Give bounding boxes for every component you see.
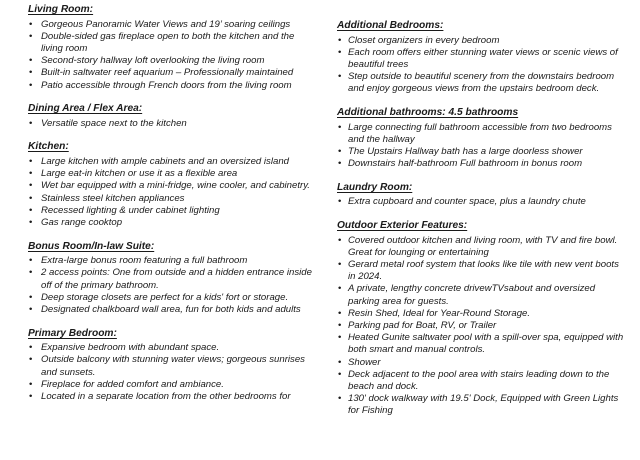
section-additional-bedrooms bbox=[337, 20, 627, 96]
right-column bbox=[337, 20, 627, 429]
section-heading: Kitchen: bbox=[28, 141, 69, 153]
section-outdoor-exterior bbox=[337, 220, 627, 418]
list-item: • Closet organizers in every bedroom bbox=[337, 35, 627, 47]
list-item: • Heated Gunite saltwater pool with a spill-over spa, equipped with both smart and manual controls. bbox=[337, 332, 627, 356]
list-item: • Recessed lighting & under cabinet lighting bbox=[28, 205, 313, 217]
list-item: • Wet bar equipped with a mini-fridge, wine cooler, and cabinetry. bbox=[28, 180, 313, 192]
bullet-list bbox=[28, 118, 313, 130]
section-heading: Bonus Room/In-law Suite: bbox=[28, 240, 155, 252]
section-heading: Outdoor Exterior Features: bbox=[337, 220, 468, 232]
section-additional-bathrooms bbox=[337, 107, 627, 170]
section-laundry-room bbox=[337, 182, 627, 209]
bullet-list bbox=[337, 196, 627, 208]
list-item: • Step outside to beautiful scenery from the downstairs bedroom and enjoy gorgeous views from the upstairs bedroom deck. bbox=[337, 71, 627, 95]
list-item: • Expansive bedroom with abundant space. bbox=[28, 342, 313, 354]
list-item: • 130' dock walkway with 19.5' Dock, Equipped with Green Lights for Fishing bbox=[337, 393, 627, 417]
list-item: • Gorgeous Panoramic Water Views and 19’ soaring ceilings bbox=[28, 19, 313, 31]
list-item: • Designated chalkboard wall area, fun for both kids and adults bbox=[28, 304, 313, 316]
bullet-list bbox=[28, 342, 313, 403]
list-item: • Built-in saltwater reef aquarium – Professionally maintained bbox=[28, 67, 313, 79]
list-item: • Downstairs half-bathroom Full bathroom in bonus room bbox=[337, 158, 627, 170]
list-item: • Large eat-in kitchen or use it as a flexible area bbox=[28, 168, 313, 180]
section-heading: Living Room: bbox=[28, 4, 94, 15]
list-item: • Outside balcony with stunning water views; gorgeous sunrises and sunsets. bbox=[28, 354, 313, 378]
section-heading: Additional bathrooms: 4.5 bathrooms bbox=[337, 107, 519, 119]
bullet-list bbox=[28, 156, 313, 229]
list-item: • Large connecting full bathroom accessible from two bedrooms and the hallway bbox=[337, 122, 627, 146]
bullet-list bbox=[28, 255, 313, 316]
list-item: • Each room offers either stunning water views or scenic views of beautiful trees bbox=[337, 47, 627, 71]
list-item: • Gerard metal roof system that looks like tile with new vent boots in 2024. bbox=[337, 259, 627, 283]
list-item: • Fireplace for added comfort and ambiance. bbox=[28, 379, 313, 391]
section-bonus-room bbox=[28, 241, 313, 317]
list-item: • Double-sided gas fireplace open to both the kitchen and the living room bbox=[28, 31, 313, 55]
list-item: • Patio accessible through French doors from the living room bbox=[28, 80, 313, 92]
section-dining-area bbox=[28, 103, 313, 130]
left-column bbox=[28, 4, 313, 415]
section-heading: Dining Area / Flex Area: bbox=[28, 103, 143, 115]
list-item: • Located in a separate location from the other bedrooms for bbox=[28, 391, 313, 403]
list-item: • Shower bbox=[337, 357, 627, 369]
bullet-list bbox=[337, 35, 627, 96]
section-kitchen bbox=[28, 141, 313, 229]
list-item: • Covered outdoor kitchen and living room, with TV and fire bowl. Great for lounging or entertaining bbox=[337, 235, 627, 259]
bullet-list bbox=[337, 235, 627, 418]
section-heading: Additional Bedrooms: bbox=[337, 20, 444, 31]
list-item: • Large kitchen with ample cabinets and an oversized island bbox=[28, 156, 313, 168]
bullet-list bbox=[337, 122, 627, 171]
list-item: • A private, lengthy concrete drivewTVsabout and oversized parking area for guests. bbox=[337, 283, 627, 307]
section-heading: Laundry Room: bbox=[337, 181, 413, 193]
list-item: • Second-story hallway loft overlooking the living room bbox=[28, 55, 313, 67]
list-item: • Extra cupboard and counter space, plus a laundry chute bbox=[337, 196, 627, 208]
list-item: • Versatile space next to the kitchen bbox=[28, 118, 313, 130]
section-primary-bedroom bbox=[28, 328, 313, 404]
list-item: • Resin Shed, Ideal for Year-Round Storage. bbox=[337, 308, 627, 320]
list-item: • Gas range cooktop bbox=[28, 217, 313, 229]
section-heading: Primary Bedroom: bbox=[28, 327, 117, 339]
list-item: • Extra-large bonus room featuring a full bathroom bbox=[28, 255, 313, 267]
list-item: • The Upstairs Hallway bath has a large doorless shower bbox=[337, 146, 627, 158]
bullet-list bbox=[28, 19, 313, 92]
section-living-room bbox=[28, 4, 313, 92]
list-item: • 2 access points: One from outside and a hidden entrance inside off of the primary bathroom. bbox=[28, 267, 313, 291]
list-item: • Deck adjacent to the pool area with stairs leading down to the beach and dock. bbox=[337, 369, 627, 393]
list-item: • Stainless steel kitchen appliances bbox=[28, 193, 313, 205]
list-item: • Parking pad for Boat, RV, or Trailer bbox=[337, 320, 627, 332]
list-item: • Deep storage closets are perfect for a kids' fort or storage. bbox=[28, 292, 313, 304]
